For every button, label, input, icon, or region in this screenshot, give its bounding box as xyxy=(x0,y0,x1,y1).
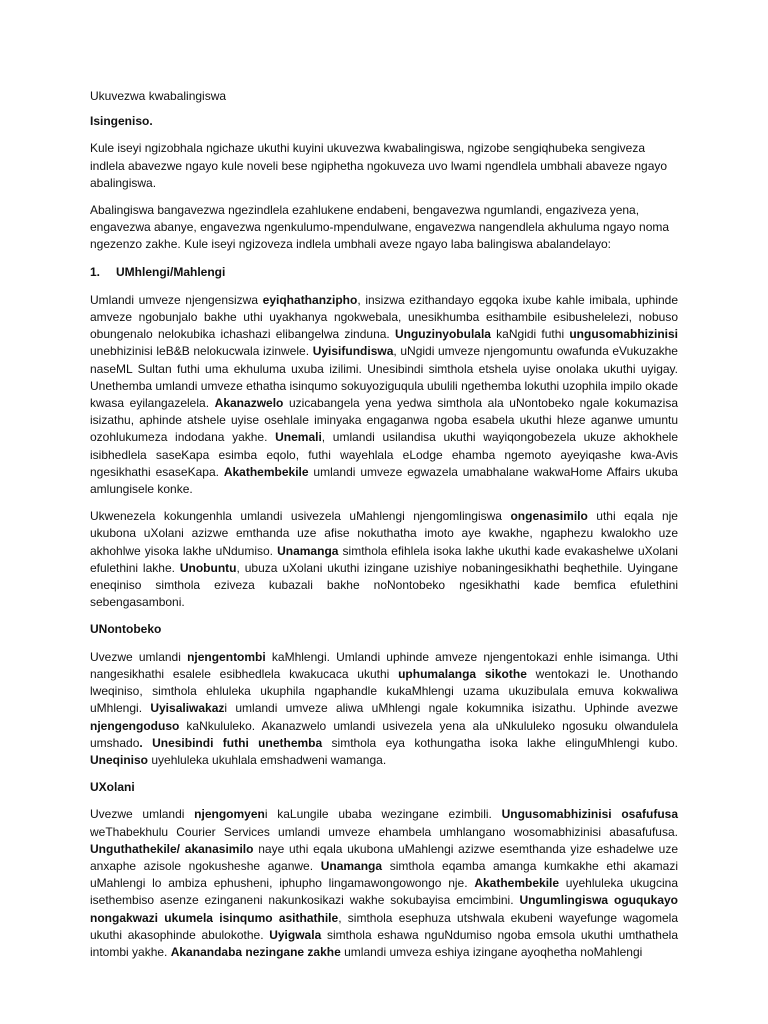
bold-term: Uyigwala xyxy=(269,927,322,942)
text-run: , insizwa ezithandayo egqoka ixube kahle imibala, uphinde amveze ngobunjalo bakhe uthi uyakhanya ngokwebala, unesikhumba esithambile esibushelelezi, nobuso obungenalo nelokubika ichashazi elibangelwa zinduna. xyxy=(90,292,679,342)
text-run: simthola eqamba amanga kumkakhe ethi akamazi uMahlengi lo ambiza ephusheni, iphupho lingamawongowongo nje. xyxy=(90,858,679,891)
document-title: Ukuvezwa kwabalingiswa xyxy=(90,89,227,103)
bold-term: ongenasimilo xyxy=(510,509,588,524)
bold-term: njengomyen xyxy=(194,807,265,822)
bold-term: njengentombi xyxy=(187,649,266,664)
text-run: umlandi umveza eshiya izingane ayoqhetha noMahlengi xyxy=(340,944,643,959)
bold-term: njengengoduso xyxy=(90,718,180,733)
intro-heading: Isingeniso. xyxy=(90,114,153,129)
section-1-paragraph-1 xyxy=(90,292,678,498)
bold-term: ungusomabhizinisi xyxy=(569,327,678,342)
bold-term: Unguthathekile/ akanasimilo xyxy=(90,841,254,856)
text-run: Ukwenezela kokungenhla umlandi usivezela uMahlengi njengomlingiswa xyxy=(90,509,511,524)
bold-term: Unamanga xyxy=(320,858,383,873)
bold-term: Akanazwelo xyxy=(214,396,284,411)
subheading-uxolani: UXolani xyxy=(90,780,135,795)
text-run: unebhizinisi leB&B nelokucwala izinwele. xyxy=(90,344,313,359)
text-run: simthola efihlela isoka lakhe ukuthi kade evakashelwe uXolani efulethini lakhe. xyxy=(90,543,678,575)
bold-term: Akathembekile xyxy=(474,876,560,891)
text-run: uthi eqala nje ukubona uXolani azizwe emthanda uze afise nokuthatha imoto aye kwakhe, ngaphezu kwalokho uze akhohlwe yisoka lakhe uNdumiso. xyxy=(90,509,678,558)
section-1-title: UMhlengi/Mahlengi xyxy=(116,264,226,279)
text-run: Umlandi umveze njengensizwa xyxy=(90,292,263,307)
text-run: simthola eshawa nguNdumiso ngoba emsola ukuthi umthathela intombi yakhe. xyxy=(90,927,678,959)
document-page xyxy=(90,88,678,971)
bold-term: Uyisifundiswa xyxy=(312,344,394,359)
bold-term: uphumalanga sikothe xyxy=(398,666,527,681)
text-run: Uvezwe umlandi xyxy=(90,649,188,664)
bold-term: Ungusomabhizinisi osafufusa xyxy=(501,807,678,822)
bold-term: eyiqhathanzipho xyxy=(262,292,358,307)
bold-term: Unamanga xyxy=(277,543,339,558)
bold-term: Uyisaliwakaz xyxy=(150,701,225,716)
text-run: naye uthi eqala ukubona uMahlengi azizwe esemthanda yize eshadelwe uze anxaphe azisole ngokusheshe aganwe. xyxy=(90,841,678,873)
text-run: Uvezwe umlandi xyxy=(90,807,195,822)
text-run: i umlandi umveze aliwa uMhlengi ngale kokumnika isizathu. Uphinde avezwe xyxy=(224,701,678,716)
section-1-heading xyxy=(90,264,678,281)
intro-paragraph-1: Kule iseyi ngizobhala ngichaze ukuthi kuyini ukuvezwa kwabalingiswa, ngizobe sengiqhubeka sengiveza indlela abavezwe ngayo kule noveli bese ngiphetha ngokuveza uvo lwami ngendlela umbhali abaveze ngayo abalingiswa. xyxy=(90,141,668,190)
bold-term: Akanandaba nezingane zakhe xyxy=(170,944,341,959)
text-run: , simthola esephuza utshwala ekubeni wayefunge wagomela ukuthi akasophinde abulokothe. xyxy=(90,910,678,942)
bold-term: . Unesibindi futhi unethemba xyxy=(139,735,323,750)
text-run: , ubuza uXolani ukuthi izingane uzishiye nobaningesikhathi beqhethile. Uyingane eneqiniso simthola eziveza kubazali bakhe noNontobeko ngesikhathi kade bemfica efulethini sebengasamboni. xyxy=(90,560,678,610)
text-run: i kaLungile ubaba wezingane ezimbili. xyxy=(264,807,502,822)
bold-term: Unobuntu xyxy=(179,560,237,575)
subheading-unontobeko: UNontobeko xyxy=(90,622,162,637)
text-run: kaMhlengi. Umlandi uphinde amveze njengentokazi enhle isimanga. Uthi nangesikhathi esalele esibhedlela kwakucaca ukuthi xyxy=(90,649,679,681)
section-1-paragraph-2 xyxy=(90,508,678,611)
text-run: umlandi umveze egwazela umabhalane wakwaHome Affairs ukuba amlungisele konke. xyxy=(90,464,678,497)
text-run: , uNgidi umveze njengomuntu owafunda eVukuzakhe naseML Sultan futhi uma ekhuluma uxuba izilimi. Unesibindi simthola etshela uyise onolaka ukuthi uyigay. Unethemba umlandi umveze ethatha isinqumo sokuyoziguqula ubulili ngethemba lokuthi uzophila impilo okade kwasa eyilangazelela. xyxy=(90,344,678,411)
uxolani-paragraph xyxy=(90,806,678,961)
text-run: simthola eya kothungatha isoka lakhe elinguMhlengi kubo. xyxy=(322,735,678,750)
text-run: uyehluleka ukuhlala emshadweni wamanga. xyxy=(148,752,387,767)
text-run: weThabekhulu Courier Services umlandi umveze ehambela umhlangano wosomabhizinisi abasafufusa. xyxy=(90,824,678,839)
bold-term: Unemali xyxy=(275,430,322,445)
unontobeko-paragraph xyxy=(90,649,678,769)
section-1-number: 1. xyxy=(90,264,101,279)
text-run: uzicabangela yena yedwa simthola ala uNontobeko ngale kokumazisa isizathu, aphinde atshele uyise osehlale iminyaka engaganwa ngoba esabela ukuthi hleze aganwe umuntu ozohlukumeza indodana yakhe. xyxy=(90,396,678,445)
bold-term: Uneqiniso xyxy=(90,752,149,767)
bold-term: Akathembekile xyxy=(223,464,309,479)
text-run: wentokazi le. Unothando lweqiniso, simthola ehluleka ukuphila ngaphandle kukaMhlengi uzama ukuzibulala emuva kokwaliwa uMhlengi. xyxy=(90,666,678,716)
text-run: kaNkululeko. Akanazwelo umlandi usivezela yena ala uNkululeko ngosuku olwandulela umshado xyxy=(90,718,678,750)
text-run: uyehluleka ukugcina isethembiso asenze ezinganeni nakunkosikazi wakhe sokubayisa emcimbini. xyxy=(90,876,678,908)
intro-paragraph-2: Abalingiswa bangavezwa ngezindlela ezahlukene endabeni, bengavezwa ngumlandi, engaziveza yena, engavezwa abanye, engavezwa ngenkulumo-mpendulwane, engavezwa nangendlela akhuluma ngayo noma ngezenzo zakhe. Kule iseyi ngizoveza indlela umbhali aveze ngayo laba balingiswa abalandelayo: xyxy=(90,203,670,252)
text-run: kaNgidi futhi xyxy=(490,327,570,342)
text-run: , umlandi usilandisa ukuthi wayiqongobezela ukuze akhokhele isibhedlela saseKapa esimba eqolo, futhi wayehlala eLodge ehamba ngemoto ayeyiqashe kwa-Avis ngesikhathi esaseKapa. xyxy=(90,430,678,479)
bold-term: Ungumlingiswa oguqukayo nongakwazi ukumela isinqumo asithathile xyxy=(90,893,678,925)
bold-term: Unguzinyobulala xyxy=(394,327,491,342)
